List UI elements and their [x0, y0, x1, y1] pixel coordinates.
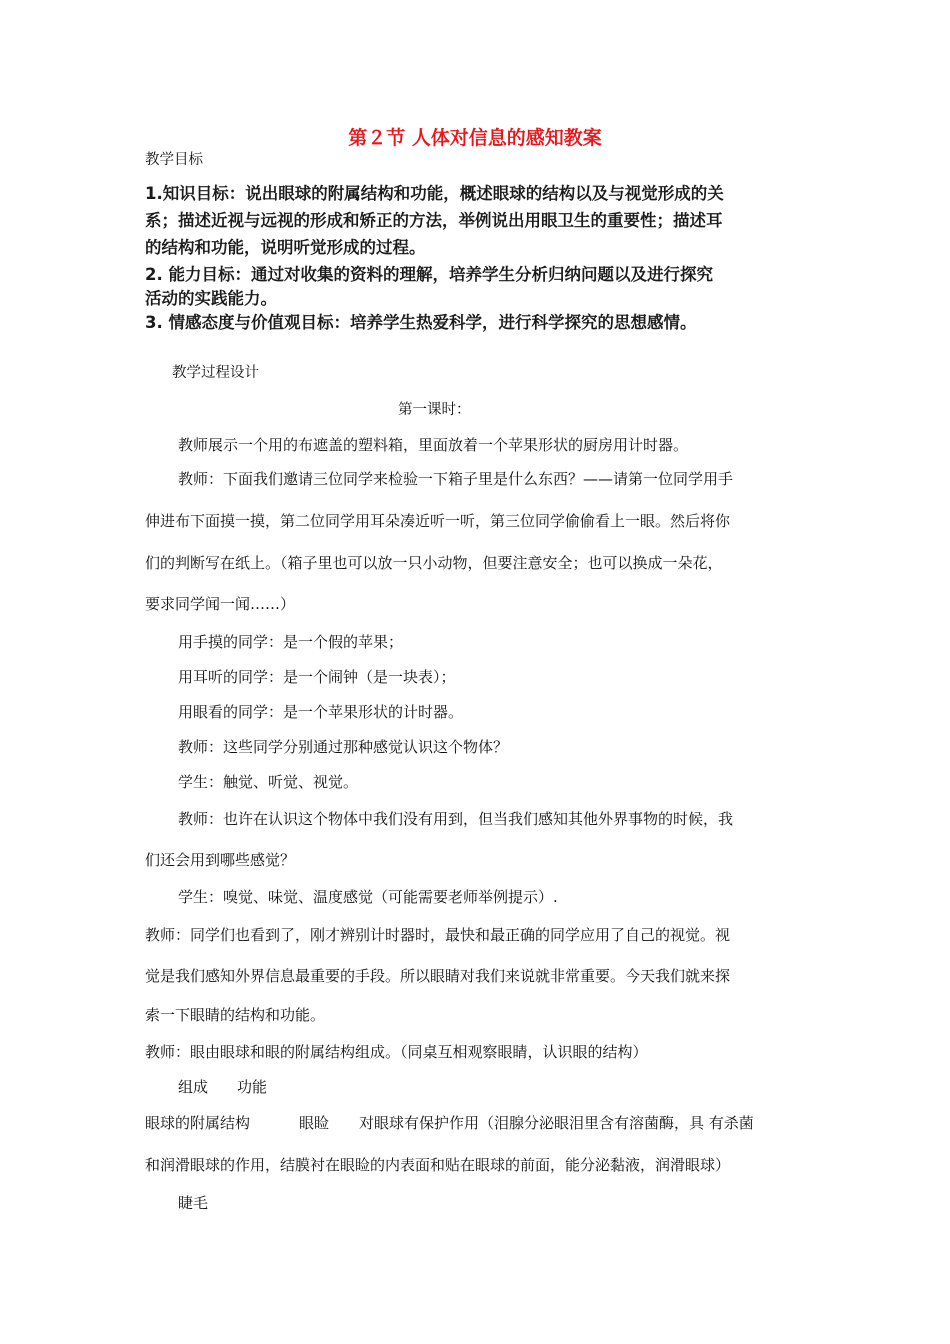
body-line: 觉是我们感知外界信息最重要的手段。所以眼睛对我们来说就非常重要。今天我们就来探 — [145, 967, 731, 985]
body-line: 用眼看的同学：是一个苹果形状的计时器。 — [178, 703, 464, 721]
table-next-part: 睫毛 — [178, 1194, 209, 1212]
objective-line: 1.知识目标：说出眼球的附属结构和功能，概述眼球的结构以及与视觉形成的关 — [145, 184, 724, 203]
body-line: 用手摸的同学：是一个假的苹果； — [178, 633, 404, 651]
body-line: 教师：下面我们邀请三位同学来检验一下箱子里是什么东西？——请第一位同学用手 — [178, 470, 734, 488]
body-line: 教师：这些同学分别通过那种感觉认识这个物体？ — [178, 738, 509, 756]
objective-line: 活动的实践能力。 — [145, 289, 277, 308]
objective-line: 2. 能力目标：通过对收集的资料的理解，培养学生分析归纳问题以及进行探究 — [145, 265, 713, 284]
body-line: 教师展示一个用的布遮盖的塑料箱，里面放着一个苹果形状的厨房用计时器。 — [178, 436, 689, 454]
table-row-label: 眼球的附属结构 — [145, 1114, 251, 1132]
table-row-description-continued: 和润滑眼球的作用，结膜衬在眼睑的内表面和贴在眼球的前面，能分泌黏液，润滑眼球） — [145, 1156, 731, 1174]
objective-line: 3. 情感态度与价值观目标：培养学生热爱科学，进行科学探究的思想感情。 — [145, 313, 697, 332]
body-line: 们的判断写在纸上。（箱子里也可以放一只小动物，但要注意安全；也可以换成一朵花， — [145, 554, 723, 572]
process-heading: 教学过程设计 — [172, 365, 259, 381]
body-line: 们还会用到哪些感觉？ — [145, 851, 296, 869]
table-header-function: 功能 — [237, 1078, 268, 1096]
objective-line: 的结构和功能，说明听觉形成的过程。 — [145, 238, 426, 257]
body-line: 教师：眼由眼球和眼的附属结构组成。（同桌互相观察眼睛，认识眼的结构） — [145, 1043, 648, 1061]
table-row-description: 对眼球有保护作用（泪腺分泌眼泪里含有溶菌酶，具 有杀菌 — [359, 1114, 754, 1132]
body-line: 学生：嗅觉、味觉、温度感觉（可能需要老师举例提示）. — [178, 888, 558, 906]
body-line: 学生：触觉、听觉、视觉。 — [178, 773, 359, 791]
body-line: 用耳听的同学：是一个闹钟（是一块表）； — [178, 668, 456, 686]
body-line: 教师：同学们也看到了，刚才辨别计时器时，最快和最正确的同学应用了自己的视觉。视 — [145, 926, 731, 944]
body-line: 索一下眼睛的结构和功能。 — [145, 1006, 326, 1024]
body-line: 教师：也许在认识这个物体中我们没有用到，但当我们感知其他外界事物的时候，我 — [178, 810, 734, 828]
objectives-heading: 教学目标 — [145, 152, 203, 168]
table-header-composition: 组成 — [178, 1078, 209, 1096]
body-line: 伸进布下面摸一摸，第二位同学用耳朵凑近听一听，第三位同学偷偷看上一眼。然后将你 — [145, 512, 731, 530]
lesson-heading: 第一课时： — [398, 402, 471, 418]
document-title: 第２节 人体对信息的感知教案 — [348, 127, 602, 149]
objective-line: 系；描述近视与远视的形成和矫正的方法，举例说出用眼卫生的重要性；描述耳 — [145, 211, 723, 230]
body-line: 要求同学闻一闻……） — [145, 595, 296, 613]
table-row-part: 眼睑 — [299, 1114, 330, 1132]
